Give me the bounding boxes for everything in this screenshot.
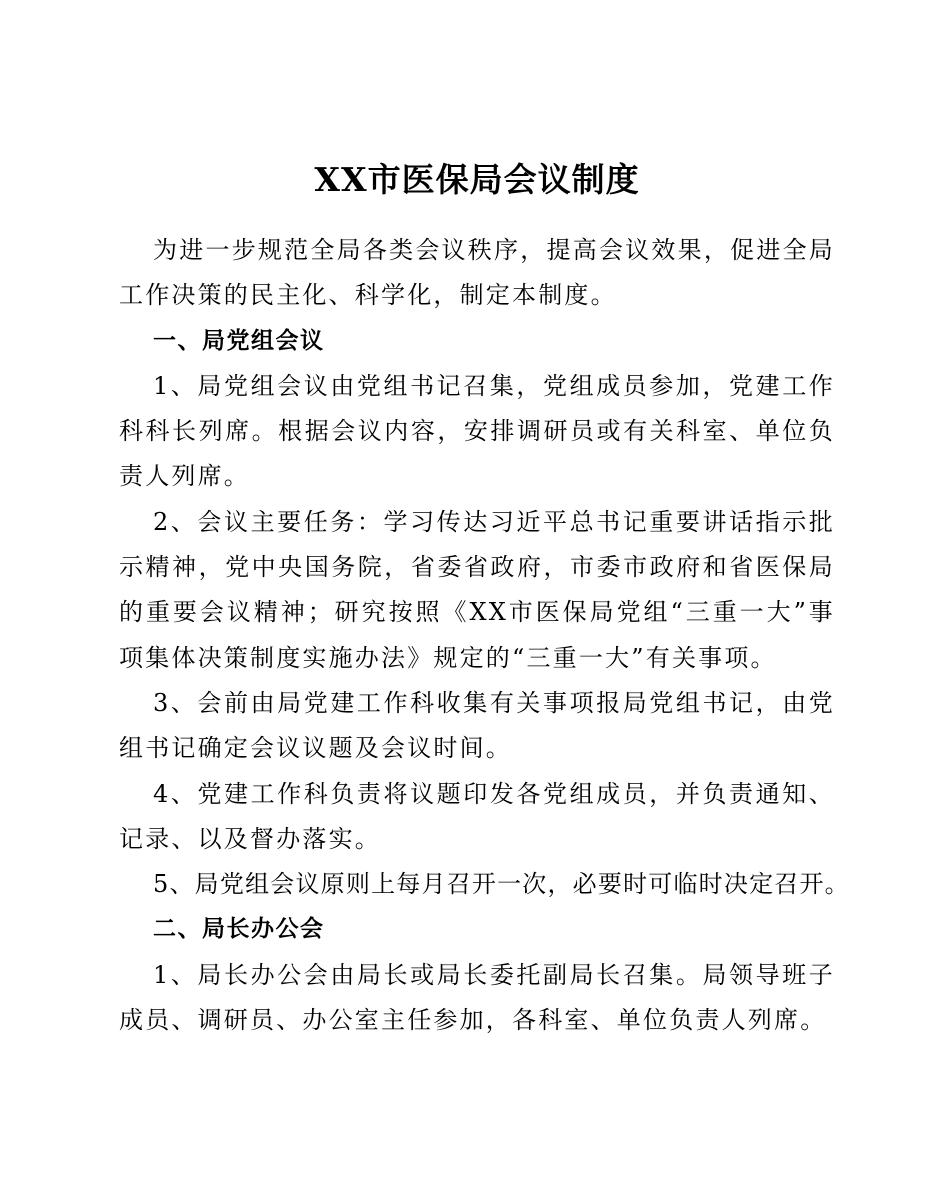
intro-paragraph: 为进一步规范全局各类会议秩序，提高会议效果，促进全局工作决策的民主化、科学化，制定本制度。 xyxy=(119,236,835,310)
party-meeting-item-4: 4、党建工作科负责将议题印发各党组成员，并负责通知、记录、以及督办落实。 xyxy=(119,779,835,853)
section-heading-director-meeting: 二、局长办公会 xyxy=(153,916,325,943)
party-meeting-item-5: 5、局党组会议原则上每月召开一次，必要时可临时决定召开。 xyxy=(153,870,850,899)
party-meeting-item-3: 3、会前由局党建工作科收集有关事项报局党组书记，由党组书记确定会议议题及会议时间。 xyxy=(119,688,835,763)
party-meeting-item-1: 1、局党组会议由党组书记召集，党组成员参加，党建工作科科长列席。根据会议内容，安排调研员或有关科室、单位负责人列席。 xyxy=(119,371,835,491)
section-heading-party-meeting: 一、局党组会议 xyxy=(153,327,325,354)
document-title: XX市医保局会议制度 xyxy=(314,160,640,199)
document-page xyxy=(119,150,850,1043)
party-meeting-item-2: 2、会议主要任务：学习传达习近平总书记重要讲话指示批示精神，党中央国务院，省委省政府，市委市政府和省医保局的重要会议精神；研究按照《XX市医保局党组“三重一大”事项集体决策制度实施办法》规定的“三重一大”有关事项。 xyxy=(119,507,835,672)
director-meeting-item-1: 1、局长办公会由局长或局长委托副局长召集。局领导班子成员、调研员、办公室主任参加，各科室、单位负责人列席。 xyxy=(119,960,835,1035)
